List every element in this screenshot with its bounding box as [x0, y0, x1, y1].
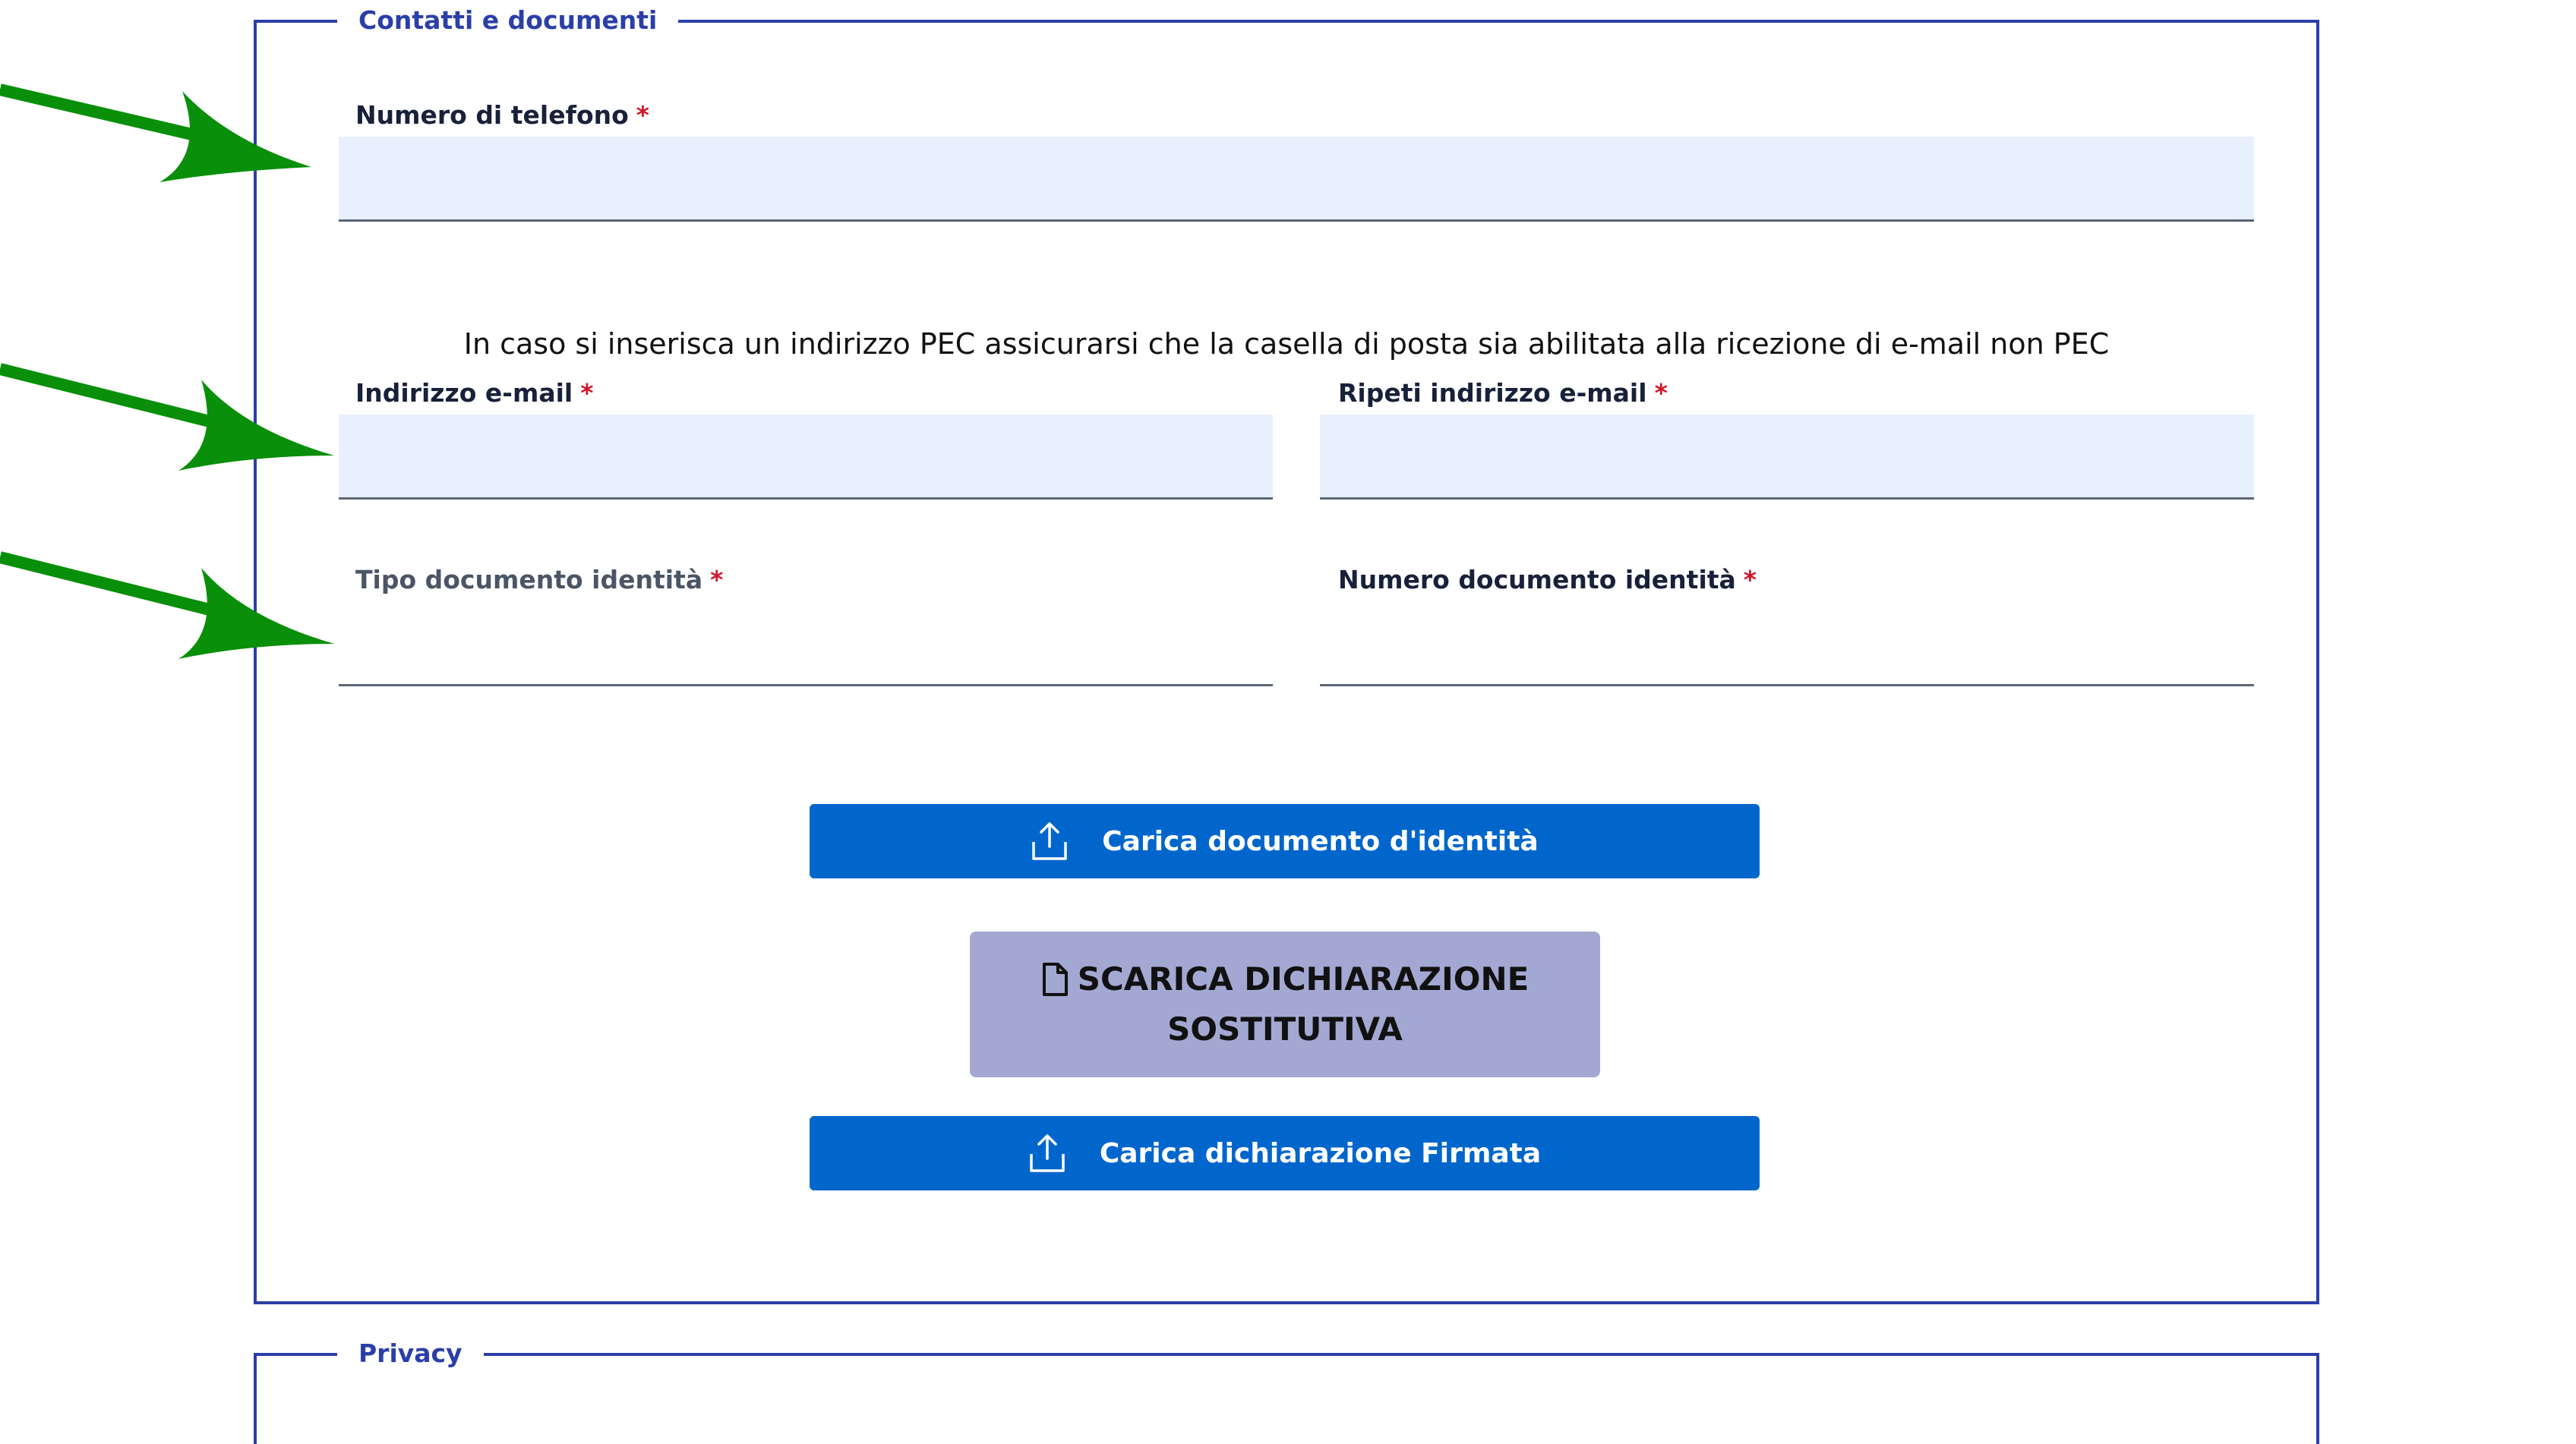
green-arrow-icon [0, 547, 342, 668]
email-label: Indirizzo e-mail * [355, 378, 594, 408]
doc-type-label: Tipo documento identità * [355, 565, 724, 594]
pec-note: In caso si inserisca un indirizzo PEC assicurarsi che la casella di posta sia abilitata alla ricezione di e-mail non PEC [463, 327, 2110, 361]
privacy-legend: Privacy [337, 1336, 484, 1371]
file-icon [1041, 963, 1069, 996]
download-declaration-label-line1: SCARICA DICHIARAZIONE [1077, 960, 1530, 998]
contatti-legend: Contatti e documenti [337, 3, 678, 38]
required-mark: * [636, 100, 650, 130]
doc-number-input[interactable] [1320, 603, 2254, 686]
upload-signed-label: Carica dichiarazione Firmata [1099, 1137, 1542, 1169]
email-input[interactable] [339, 415, 1273, 500]
upload-icon [1031, 821, 1069, 862]
green-arrow-icon [0, 68, 327, 190]
upload-icon [1028, 1133, 1066, 1174]
required-mark: * [1654, 378, 1668, 408]
required-mark: * [1743, 565, 1757, 594]
upload-id-button[interactable] [810, 804, 1760, 878]
required-mark: * [580, 378, 594, 408]
phone-input[interactable] [339, 137, 2254, 222]
upload-signed-button[interactable] [810, 1116, 1760, 1190]
download-declaration-button[interactable] [970, 932, 1600, 1077]
doc-type-select[interactable] [339, 603, 1273, 686]
required-mark: * [710, 565, 724, 594]
upload-id-label: Carica documento d'identità [1102, 825, 1539, 857]
phone-label: Numero di telefono * [355, 100, 650, 130]
privacy-fieldset [254, 1338, 2319, 1444]
download-declaration-label-line2: SOSTITUTIVA [1167, 1010, 1403, 1048]
email-repeat-label: Ripeti indirizzo e-mail * [1338, 378, 1668, 408]
green-arrow-icon [0, 357, 342, 478]
email-repeat-input[interactable] [1320, 415, 2254, 500]
doc-number-label: Numero documento identità * [1338, 565, 1757, 594]
